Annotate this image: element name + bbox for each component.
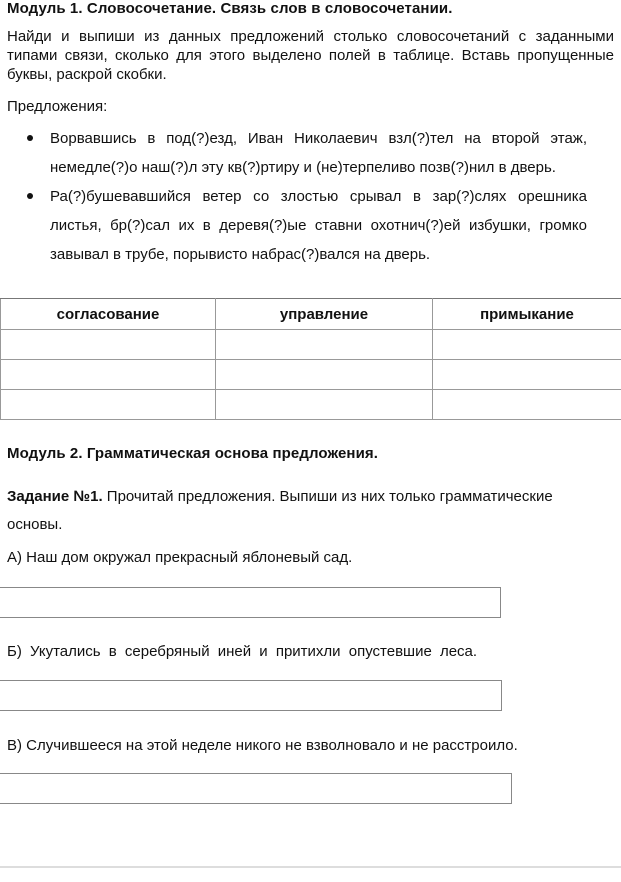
module1-title: Модуль 1. Словосочетание. Связь слов в словосочетании. (7, 0, 453, 17)
table-cell[interactable] (1, 360, 216, 390)
sentence-item (0, 182, 621, 269)
header-agreement: согласование (1, 299, 216, 330)
header-government: управление (216, 299, 433, 330)
task1-label: Задание №1. (7, 488, 103, 505)
table-cell[interactable] (433, 390, 621, 420)
item-a-text: А) Наш дом окружал прекрасный яблоневый сад. (7, 549, 353, 566)
bullet-icon (27, 193, 33, 199)
table-row (1, 330, 621, 360)
answer-field-c[interactable] (0, 773, 512, 804)
table-row (1, 360, 621, 390)
table-cell[interactable] (433, 360, 621, 390)
item-b-text: Б) Укутались в серебряный иней и притихли опустевшие леса. (7, 643, 478, 660)
task1-text: Прочитай предложения. Выпиши из них только грамматические основы. (7, 488, 553, 533)
header-adjunction: примыкание (433, 299, 621, 330)
sentence-text: Ворвавшись в под(?)езд, Иван Николаевич взл(?)тел на второй этаж, немедле(?)о наш(?)л эту кв(?)ртиру и (не)терпеливо позв(?)нил в дверь. (50, 130, 587, 176)
table-cell[interactable] (1, 390, 216, 420)
module2-title: Модуль 2. Грамматическая основа предложения. (7, 445, 379, 462)
table-row (1, 390, 621, 420)
table-cell[interactable] (216, 390, 433, 420)
task1-paragraph (7, 483, 607, 539)
sentences-list (0, 124, 621, 269)
answer-field-b[interactable] (0, 680, 502, 711)
answer-field-a[interactable] (0, 587, 501, 618)
sentences-label: Предложения: (7, 98, 108, 115)
sentence-item (0, 124, 621, 182)
connection-types-table (0, 298, 621, 420)
item-c-text: В) Случившееся на этой неделе никого не взволновало и не расстроило. (7, 737, 518, 754)
table-cell[interactable] (433, 330, 621, 360)
table-cell[interactable] (216, 330, 433, 360)
table-cell[interactable] (216, 360, 433, 390)
table-header-row (1, 299, 621, 330)
table-cell[interactable] (1, 330, 216, 360)
bullet-icon (27, 135, 33, 141)
module1-instructions: Найди и выпиши из данных предложений столько словосочетаний с заданными типами связи, сколько для этого выделено полей в таблице. Вставь пропущенные буквы, раскрой скобки. (7, 28, 614, 83)
page-bottom-divider (0, 866, 621, 868)
sentence-text: Ра(?)бушевавшийся ветер со злостью срывал в зар(?)слях орешника листья, бр(?)сал их в деревя(?)ые ставни охотнич(?)ей избушки, громко завывал в трубе, порывисто набрас(?)вался на дверь. (50, 188, 587, 263)
